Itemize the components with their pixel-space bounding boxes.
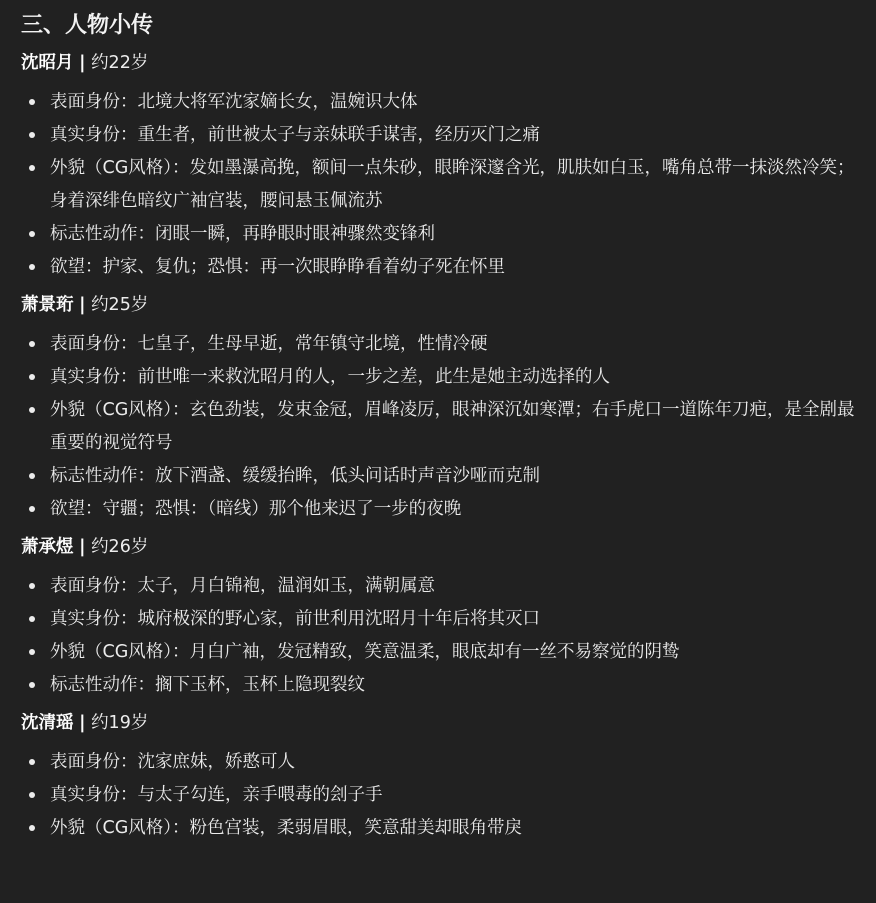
character-block: [21, 711, 861, 845]
separator: |: [79, 295, 86, 315]
bullet-icon: [29, 792, 35, 798]
bullet-icon: [29, 506, 35, 512]
bullet-icon: [29, 825, 35, 831]
character-header: [21, 51, 861, 75]
bullet-icon: [29, 99, 35, 105]
character-age: 约22岁: [91, 53, 149, 73]
list-item: 表面身份：太子，月白锦袍，温润如玉，满朝属意: [21, 570, 861, 603]
character-header: [21, 293, 861, 317]
list-item: 真实身份：与太子勾连，亲手喂毒的刽子手: [21, 779, 861, 812]
bullet-icon: [29, 341, 35, 347]
bullet-icon: [29, 407, 35, 413]
bullet-icon: [29, 682, 35, 688]
character-age: 约19岁: [91, 713, 149, 733]
list-item: 外貌（CG风格）：粉色宫装，柔弱眉眼，笑意甜美却眼角带戾: [21, 812, 861, 845]
list-item: 外貌（CG风格）：月白广袖，发冠精致，笑意温柔，眼底却有一丝不易察觉的阴鸷: [21, 636, 861, 669]
list-item: 外貌（CG风格）：发如墨瀑高挽，额间一点朱砂，眼眸深邃含光，肌肤如白玉，嘴角总带一抹淡然冷笑；身着深绯色暗纹广袖宫装，腰间悬玉佩流苏: [21, 152, 861, 218]
separator: |: [79, 713, 86, 733]
list-item: 表面身份：沈家庶妹，娇憨可人: [21, 746, 861, 779]
separator: |: [79, 53, 86, 73]
character-name: 萧承煜: [21, 537, 74, 557]
character-header: [21, 711, 861, 735]
list-item: 表面身份：北境大将军沈家嫡长女，温婉识大体: [21, 86, 861, 119]
bullet-icon: [29, 264, 35, 270]
separator: |: [79, 537, 86, 557]
character-name: 萧景珩: [21, 295, 74, 315]
trait-list: [21, 746, 861, 845]
trait-list: [21, 570, 861, 702]
list-item: 标志性动作：放下酒盏、缓缓抬眸，低头问话时声音沙哑而克制: [21, 460, 861, 493]
bullet-icon: [29, 231, 35, 237]
trait-list: [21, 328, 861, 526]
list-item: 欲望：守疆；恐惧：（暗线）那个他来迟了一步的夜晚: [21, 493, 861, 526]
bullet-icon: [29, 473, 35, 479]
bullet-icon: [29, 759, 35, 765]
document: [21, 0, 861, 854]
character-age: 约25岁: [91, 295, 149, 315]
bullet-icon: [29, 583, 35, 589]
character-block: [21, 535, 861, 702]
character-name: 沈清瑶: [21, 713, 74, 733]
list-item: 欲望：护家、复仇；恐惧：再一次眼睁睁看着幼子死在怀里: [21, 251, 861, 284]
bullet-icon: [29, 374, 35, 380]
section-title: 三、人物小传: [21, 13, 154, 38]
character-block: [21, 293, 861, 526]
character-name: 沈昭月: [21, 53, 74, 73]
bullet-icon: [29, 165, 35, 171]
bullet-icon: [29, 132, 35, 138]
character-age: 约26岁: [91, 537, 149, 557]
bullet-icon: [29, 649, 35, 655]
character-block: [21, 51, 861, 284]
bullet-icon: [29, 616, 35, 622]
list-item: 标志性动作：搁下玉杯，玉杯上隐现裂纹: [21, 669, 861, 702]
list-item: 真实身份：重生者，前世被太子与亲妹联手谋害，经历灭门之痛: [21, 119, 861, 152]
list-item: 表面身份：七皇子，生母早逝，常年镇守北境，性情冷硬: [21, 328, 861, 361]
list-item: 外貌（CG风格）：玄色劲装，发束金冠，眉峰凌厉，眼神深沉如寒潭；右手虎口一道陈年刀疤，是全剧最重要的视觉符号: [21, 394, 861, 460]
character-header: [21, 535, 861, 559]
list-item: 标志性动作：闭眼一瞬，再睁眼时眼神骤然变锋利: [21, 218, 861, 251]
trait-list: [21, 86, 861, 284]
list-item: 真实身份：前世唯一来救沈昭月的人，一步之差，此生是她主动选择的人: [21, 361, 861, 394]
list-item: 真实身份：城府极深的野心家，前世利用沈昭月十年后将其灭口: [21, 603, 861, 636]
